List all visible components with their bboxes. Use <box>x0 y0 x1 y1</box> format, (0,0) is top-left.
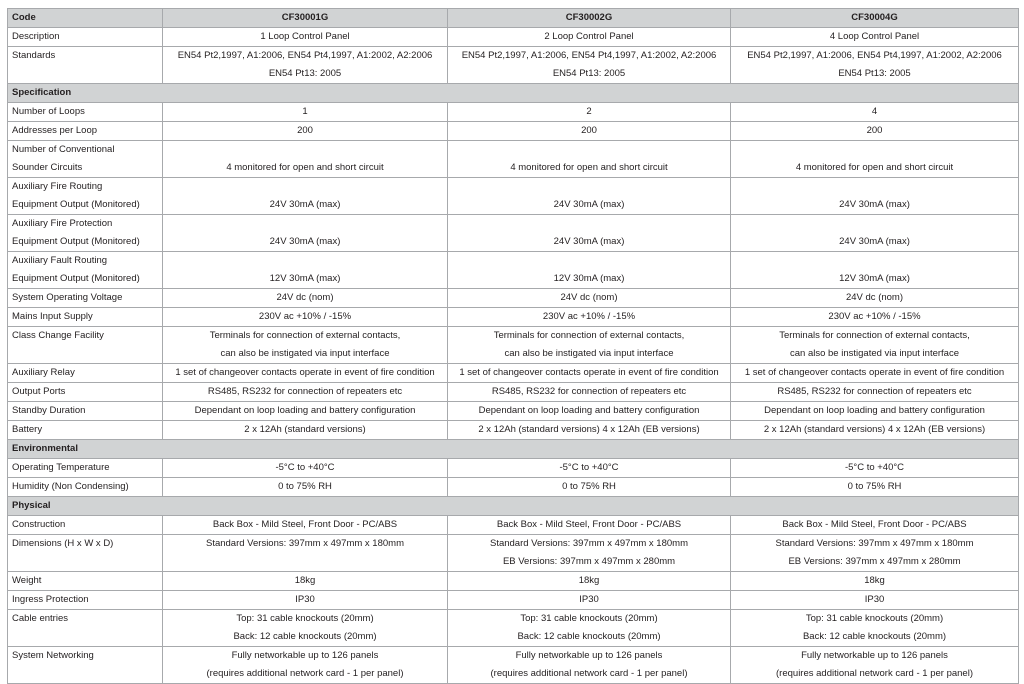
row-value-line: (requires additional network card - 1 per panel) <box>206 668 404 679</box>
row-value <box>731 591 1019 610</box>
row-value-line: 24V 30mA (max) <box>553 199 625 210</box>
row-value <box>163 383 448 402</box>
row-value-line: 4 Loop Control Panel <box>829 31 920 42</box>
table-row <box>8 459 1019 478</box>
row-value-line: Back: 12 cable knockouts (20mm) <box>802 631 947 642</box>
row-value-line: 2 x 12Ah (standard versions) 4 x 12Ah (EB versions) <box>763 424 986 435</box>
row-value <box>731 141 1019 178</box>
row-label <box>8 421 163 440</box>
row-label-line: Battery <box>12 424 43 435</box>
row-value <box>163 28 448 47</box>
row-label-line: Standards <box>12 50 56 61</box>
row-value-line: 24V 30mA (max) <box>839 236 910 247</box>
row-value <box>448 178 731 215</box>
header-product-code: CF30002G <box>448 9 731 28</box>
row-label-line: Ingress Protection <box>12 594 89 605</box>
row-value <box>448 28 731 47</box>
row-value <box>448 516 731 535</box>
row-value-line: RS485, RS232 for connection of repeaters etc <box>207 386 403 397</box>
row-value <box>731 647 1019 684</box>
row-label <box>8 535 163 572</box>
row-value-line: IP30 <box>864 594 885 605</box>
row-value-line: 200 <box>297 125 313 136</box>
row-value-line: Dependant on loop loading and battery configuration <box>764 405 985 416</box>
row-value <box>163 421 448 440</box>
table-row <box>8 178 1019 215</box>
row-label <box>8 103 163 122</box>
row-label <box>8 141 163 178</box>
row-value <box>731 459 1019 478</box>
row-label-line: Dimensions (H x W x D) <box>12 538 114 549</box>
row-value <box>163 402 448 421</box>
row-value-line: IP30 <box>295 594 315 605</box>
table-row <box>8 421 1019 440</box>
row-value-line: Back Box - Mild Steel, Front Door - PC/ABS <box>212 519 398 530</box>
row-value <box>448 141 731 178</box>
row-label <box>8 252 163 289</box>
row-value-line: EN54 Pt13: 2005 <box>268 68 342 79</box>
row-value <box>731 252 1019 289</box>
row-value <box>163 459 448 478</box>
row-value-line: EN54 Pt2,1997, A1:2006, EN54 Pt4,1997, A1:2002, A2:2006 <box>461 50 717 61</box>
row-value-line: 0 to 75% RH <box>847 481 902 492</box>
row-value <box>448 572 731 591</box>
row-value-line: Standard Versions: 397mm x 497mm x 180mm <box>489 538 688 549</box>
row-value <box>448 478 731 497</box>
row-value <box>448 610 731 647</box>
row-value-line: -5°C to +40°C <box>559 462 619 473</box>
row-value-line: (requires additional network card - 1 per panel) <box>776 668 973 679</box>
row-label-line: Mains Input Supply <box>12 311 93 322</box>
row-label <box>8 610 163 647</box>
row-label-line: Auxiliary Fault Routing <box>12 255 108 266</box>
row-value-line: 200 <box>581 125 597 136</box>
row-value <box>448 383 731 402</box>
row-label-line: Standby Duration <box>12 405 86 416</box>
row-label <box>8 47 163 84</box>
row-label-line: Class Change Facility <box>12 330 104 341</box>
row-value-line: RS485, RS232 for connection of repeaters etc <box>491 386 687 397</box>
table-row <box>8 215 1019 252</box>
row-label-line: Weight <box>12 575 42 586</box>
row-value <box>448 252 731 289</box>
row-value <box>731 364 1019 383</box>
table-row <box>8 364 1019 383</box>
row-value <box>448 459 731 478</box>
row-value-line: 18kg <box>578 575 600 586</box>
row-value-line: Dependant on loop loading and battery configuration <box>194 405 416 416</box>
row-label-line: Auxiliary Fire Protection <box>12 218 113 229</box>
row-value-line: Back Box - Mild Steel, Front Door - PC/ABS <box>782 519 967 530</box>
row-value-line: -5°C to +40°C <box>275 462 335 473</box>
row-value <box>731 308 1019 327</box>
row-label-line: Number of Conventional <box>12 144 115 155</box>
section-header-row <box>8 440 1019 459</box>
header-product-code: CF30004G <box>731 9 1019 28</box>
row-value-line: Top: 31 cable knockouts (20mm) <box>236 613 374 624</box>
row-value <box>731 103 1019 122</box>
row-label-line: Number of Loops <box>12 106 85 117</box>
row-value-line: 18kg <box>864 575 885 586</box>
row-value-line: Fully networkable up to 126 panels <box>801 650 948 661</box>
row-value <box>448 402 731 421</box>
row-value-line: Top: 31 cable knockouts (20mm) <box>520 613 658 624</box>
row-label-line: Humidity (Non Condensing) <box>12 481 129 492</box>
row-value <box>163 308 448 327</box>
row-value-line: Terminals for connection of external contacts, <box>493 330 685 341</box>
row-value-line: 4 monitored for open and short circuit <box>510 162 668 173</box>
table-row <box>8 647 1019 684</box>
row-value-line: 12V 30mA (max) <box>269 273 341 284</box>
row-value <box>448 591 731 610</box>
specification-table <box>7 8 1019 684</box>
row-value-line: 1 set of changeover contacts operate in event of fire condition <box>459 367 719 378</box>
row-label-line: Addresses per Loop <box>12 125 98 136</box>
row-value-line: 4 monitored for open and short circuit <box>226 162 384 173</box>
section-title: Physical <box>8 497 1019 516</box>
row-value <box>163 591 448 610</box>
row-value <box>731 178 1019 215</box>
row-value <box>163 610 448 647</box>
row-value-line: 24V 30mA (max) <box>553 236 625 247</box>
row-value <box>731 327 1019 364</box>
row-value <box>163 103 448 122</box>
row-value <box>731 572 1019 591</box>
row-value-line: Standard Versions: 397mm x 497mm x 180mm <box>205 538 404 549</box>
row-label <box>8 364 163 383</box>
row-value-line: 2 <box>586 106 592 117</box>
row-value <box>731 383 1019 402</box>
row-value-line: 24V 30mA (max) <box>269 236 341 247</box>
row-value <box>731 610 1019 647</box>
row-value-line: -5°C to +40°C <box>844 462 905 473</box>
row-value-line: 12V 30mA (max) <box>839 273 910 284</box>
table-row <box>8 103 1019 122</box>
row-value-line: 230V ac +10% / -15% <box>258 311 352 322</box>
row-value <box>163 47 448 84</box>
row-value <box>448 47 731 84</box>
row-value <box>731 402 1019 421</box>
row-value <box>448 327 731 364</box>
row-value <box>731 28 1019 47</box>
row-value-line: Dependant on loop loading and battery configuration <box>478 405 700 416</box>
row-value <box>448 122 731 141</box>
row-value-line: Fully networkable up to 126 panels <box>231 650 379 661</box>
table-row <box>8 122 1019 141</box>
row-value-line: Back Box - Mild Steel, Front Door - PC/ABS <box>496 519 682 530</box>
row-value-line: 12V 30mA (max) <box>553 273 625 284</box>
row-value-line: Terminals for connection of external contacts, <box>779 330 970 341</box>
row-value <box>448 421 731 440</box>
row-value-line: 2 Loop Control Panel <box>544 31 634 42</box>
row-label-line: Equipment Output (Monitored) <box>12 273 140 284</box>
row-value <box>163 289 448 308</box>
row-label <box>8 459 163 478</box>
row-value <box>163 516 448 535</box>
row-label <box>8 215 163 252</box>
row-value-line: EN54 Pt2,1997, A1:2006, EN54 Pt4,1997, A1:2002, A2:2006 <box>747 50 1002 61</box>
table-row <box>8 572 1019 591</box>
row-label <box>8 647 163 684</box>
row-label <box>8 28 163 47</box>
row-value <box>448 103 731 122</box>
row-label-line: System Networking <box>12 650 94 661</box>
table-row <box>8 591 1019 610</box>
row-value <box>163 215 448 252</box>
row-label <box>8 122 163 141</box>
row-label-line: Cable entries <box>12 613 68 624</box>
row-value-line: can also be instigated via input interface <box>790 348 959 359</box>
row-value <box>731 215 1019 252</box>
row-label-line: Sounder Circuits <box>12 162 83 173</box>
row-value-line: IP30 <box>579 594 599 605</box>
row-value-line: can also be instigated via input interface <box>504 348 674 359</box>
row-value <box>163 572 448 591</box>
section-header-row <box>8 497 1019 516</box>
row-value-line: EB Versions: 397mm x 497mm x 280mm <box>502 556 676 567</box>
row-value <box>163 478 448 497</box>
row-value-line: 1 set of changeover contacts operate in event of fire condition <box>744 367 1005 378</box>
row-label <box>8 308 163 327</box>
row-label-line: Construction <box>12 519 66 530</box>
row-value <box>163 252 448 289</box>
table-row <box>8 141 1019 178</box>
row-label-line: Operating Temperature <box>12 462 110 473</box>
row-label <box>8 178 163 215</box>
row-value <box>163 535 448 572</box>
table-row <box>8 478 1019 497</box>
row-label-line: System Operating Voltage <box>12 292 123 303</box>
row-value-line <box>167 553 443 571</box>
table-row <box>8 252 1019 289</box>
row-value <box>448 364 731 383</box>
row-value <box>163 122 448 141</box>
row-value-line: 230V ac +10% / -15% <box>828 311 921 322</box>
row-value <box>448 289 731 308</box>
row-value <box>731 478 1019 497</box>
row-value-line: Fully networkable up to 126 panels <box>515 650 663 661</box>
table-row <box>8 289 1019 308</box>
row-value-line: Terminals for connection of external contacts, <box>209 330 401 341</box>
row-label <box>8 327 163 364</box>
row-value <box>163 364 448 383</box>
row-label <box>8 478 163 497</box>
row-value-line: 0 to 75% RH <box>562 481 616 492</box>
row-label-line: Output Ports <box>12 386 66 397</box>
row-value-line: EN54 Pt13: 2005 <box>838 68 911 79</box>
row-label-line: Equipment Output (Monitored) <box>12 236 140 247</box>
row-label <box>8 289 163 308</box>
row-label <box>8 572 163 591</box>
table-header-row <box>8 9 1019 28</box>
table-row <box>8 28 1019 47</box>
row-value-line: Top: 31 cable knockouts (20mm) <box>805 613 944 624</box>
table-row <box>8 308 1019 327</box>
header-product-code: CF30001G <box>163 9 448 28</box>
row-value <box>731 516 1019 535</box>
row-value <box>448 308 731 327</box>
table-row <box>8 535 1019 572</box>
row-value-line: RS485, RS232 for connection of repeaters etc <box>777 386 972 397</box>
row-value <box>163 141 448 178</box>
table-row <box>8 610 1019 647</box>
row-value-line: 24V dc (nom) <box>560 292 618 303</box>
row-value-line: 24V dc (nom) <box>276 292 334 303</box>
table-row <box>8 516 1019 535</box>
row-label <box>8 591 163 610</box>
row-value-line: Back: 12 cable knockouts (20mm) <box>517 631 661 642</box>
row-value-line: 2 x 12Ah (standard versions) 4 x 12Ah (EB versions) <box>478 424 700 435</box>
row-value-line: 1 set of changeover contacts operate in event of fire condition <box>175 367 435 378</box>
row-value <box>731 47 1019 84</box>
row-value <box>731 535 1019 572</box>
table-row <box>8 383 1019 402</box>
row-value-line: 200 <box>866 125 883 136</box>
row-value-line: 1 <box>302 106 308 117</box>
row-value <box>163 647 448 684</box>
row-value-line: EN54 Pt2,1997, A1:2006, EN54 Pt4,1997, A1:2002, A2:2006 <box>177 50 433 61</box>
row-value-line: EN54 Pt13: 2005 <box>552 68 626 79</box>
row-value <box>731 289 1019 308</box>
row-value <box>448 647 731 684</box>
row-value <box>163 327 448 364</box>
section-title: Specification <box>8 84 1019 103</box>
row-label-line: Auxiliary Fire Routing <box>12 181 103 192</box>
row-value-line: 24V 30mA (max) <box>839 199 910 210</box>
table-row <box>8 402 1019 421</box>
row-value-line: 230V ac +10% / -15% <box>542 311 636 322</box>
header-code: Code <box>8 9 163 28</box>
row-label <box>8 383 163 402</box>
row-value-line: Standard Versions: 397mm x 497mm x 180mm <box>775 538 974 549</box>
row-value-line: 0 to 75% RH <box>278 481 332 492</box>
row-value <box>448 215 731 252</box>
row-value <box>731 122 1019 141</box>
section-header-row <box>8 84 1019 103</box>
row-value <box>731 421 1019 440</box>
row-label <box>8 402 163 421</box>
row-value-line: 1 Loop Control Panel <box>260 31 350 42</box>
table-row <box>8 327 1019 364</box>
row-value-line: 18kg <box>294 575 316 586</box>
row-label-line: Description <box>12 31 60 42</box>
row-value-line: Back: 12 cable knockouts (20mm) <box>233 631 377 642</box>
row-value-line: 24V 30mA (max) <box>269 199 341 210</box>
row-value-line: 4 <box>871 106 878 117</box>
row-value <box>163 178 448 215</box>
row-value-line: 2 x 12Ah (standard versions) <box>244 424 366 435</box>
table-row <box>8 47 1019 84</box>
section-title: Environmental <box>8 440 1019 459</box>
row-label <box>8 516 163 535</box>
row-label-line: Auxiliary Relay <box>12 367 75 378</box>
row-value-line: can also be instigated via input interface <box>220 348 390 359</box>
row-value-line: (requires additional network card - 1 per panel) <box>490 668 688 679</box>
row-value-line: EB Versions: 397mm x 497mm x 280mm <box>788 556 961 567</box>
row-value-line: 24V dc (nom) <box>845 292 904 303</box>
row-value <box>448 535 731 572</box>
row-value-line: 4 monitored for open and short circuit <box>795 162 954 173</box>
row-label-line: Equipment Output (Monitored) <box>12 199 140 210</box>
